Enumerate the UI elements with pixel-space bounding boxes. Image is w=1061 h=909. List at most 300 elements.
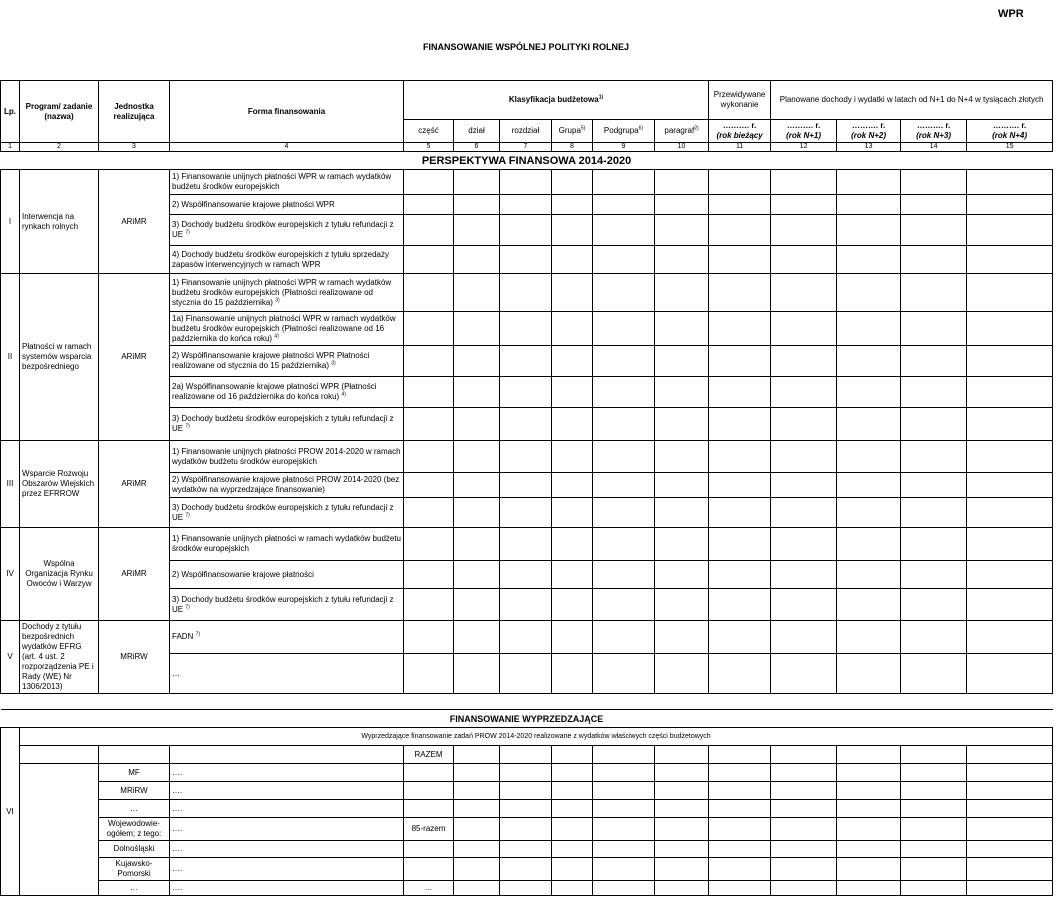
value-cell[interactable]: [709, 654, 771, 694]
row-financing-form: [170, 346, 404, 377]
value-cell[interactable]: [771, 441, 837, 473]
value-cell[interactable]: [593, 195, 655, 215]
value-cell[interactable]: [454, 312, 500, 346]
value-cell[interactable]: [655, 215, 709, 246]
value-cell[interactable]: [593, 346, 655, 377]
value-cell[interactable]: [901, 246, 967, 274]
value-cell[interactable]: [655, 441, 709, 473]
value-cell[interactable]: [837, 800, 901, 818]
value-cell[interactable]: [552, 528, 593, 561]
value-cell[interactable]: [967, 377, 1053, 408]
value-cell[interactable]: [771, 818, 837, 841]
value-cell[interactable]: [454, 881, 500, 896]
value-cell[interactable]: [593, 215, 655, 246]
value-cell[interactable]: [771, 473, 837, 498]
value-cell[interactable]: [552, 195, 593, 215]
value-cell[interactable]: [655, 782, 709, 800]
value-cell[interactable]: [552, 312, 593, 346]
value-cell[interactable]: [500, 215, 552, 246]
value-cell[interactable]: [552, 782, 593, 800]
value-cell[interactable]: [593, 528, 655, 561]
value-cell[interactable]: [709, 441, 771, 473]
value-cell[interactable]: [967, 195, 1053, 215]
value-cell[interactable]: [837, 858, 901, 881]
value-cell[interactable]: [593, 377, 655, 408]
value-cell[interactable]: [967, 408, 1053, 441]
value-cell[interactable]: [655, 246, 709, 274]
row-financing-form: [170, 170, 404, 195]
value-cell[interactable]: [552, 561, 593, 589]
value-cell[interactable]: [901, 377, 967, 408]
value-cell[interactable]: [709, 215, 771, 246]
row-unit: MRiRW: [99, 621, 170, 694]
value-cell[interactable]: [404, 215, 454, 246]
value-cell[interactable]: [500, 800, 552, 818]
value-cell[interactable]: [593, 800, 655, 818]
value-cell[interactable]: [771, 841, 837, 858]
value-cell[interactable]: [967, 654, 1053, 694]
value-cell[interactable]: [709, 408, 771, 441]
value-cell[interactable]: [837, 377, 901, 408]
value-cell[interactable]: [771, 746, 837, 764]
prefinancing-unit: Kujawsko- Pomorski: [99, 858, 170, 881]
value-cell[interactable]: [454, 346, 500, 377]
grupa-label: Grupa: [558, 126, 581, 135]
value-cell[interactable]: [771, 377, 837, 408]
value-cell[interactable]: [500, 195, 552, 215]
value-cell[interactable]: [901, 441, 967, 473]
value-cell[interactable]: [837, 528, 901, 561]
value-cell[interactable]: [709, 170, 771, 195]
value-cell[interactable]: [655, 746, 709, 764]
value-cell[interactable]: [454, 170, 500, 195]
value-cell[interactable]: [967, 528, 1053, 561]
value-cell[interactable]: [837, 841, 901, 858]
value-cell[interactable]: [901, 782, 967, 800]
value-cell[interactable]: [901, 764, 967, 782]
value-cell[interactable]: [500, 621, 552, 654]
row-unit: ARiMR: [99, 441, 170, 528]
value-cell[interactable]: [454, 408, 500, 441]
value-cell[interactable]: [967, 621, 1053, 654]
prefinancing-row: [1, 858, 1053, 881]
value-cell[interactable]: [404, 408, 454, 441]
value-cell[interactable]: [454, 441, 500, 473]
value-cell[interactable]: [901, 195, 967, 215]
value-cell[interactable]: [837, 408, 901, 441]
value-cell[interactable]: [967, 858, 1053, 881]
value-cell[interactable]: [837, 881, 901, 896]
value-cell[interactable]: [709, 195, 771, 215]
value-cell[interactable]: [593, 170, 655, 195]
column-numbers-row: [1, 143, 1053, 152]
row-lp: IV: [1, 528, 20, 621]
value-cell[interactable]: [552, 498, 593, 528]
value-cell[interactable]: [454, 589, 500, 621]
value-cell[interactable]: [901, 818, 967, 841]
value-cell[interactable]: [837, 215, 901, 246]
value-cell[interactable]: [709, 746, 771, 764]
value-cell[interactable]: [655, 561, 709, 589]
value-cell[interactable]: [500, 561, 552, 589]
value-cell[interactable]: [404, 621, 454, 654]
value-cell[interactable]: [404, 377, 454, 408]
prefinancing-row: [1, 881, 1053, 896]
value-cell[interactable]: [593, 881, 655, 896]
value-cell[interactable]: [500, 408, 552, 441]
row-financing-form: [170, 408, 404, 441]
value-cell[interactable]: [593, 274, 655, 312]
value-cell[interactable]: [967, 246, 1053, 274]
value-cell[interactable]: [454, 528, 500, 561]
value-cell[interactable]: [771, 528, 837, 561]
value-cell[interactable]: [901, 621, 967, 654]
financing-form-text: 3) Dochody budżetu środków europejskich z tytułu refundacji z UE: [172, 594, 394, 614]
value-cell[interactable]: [655, 274, 709, 312]
value-cell[interactable]: [454, 246, 500, 274]
value-cell[interactable]: [454, 215, 500, 246]
value-cell[interactable]: [967, 589, 1053, 621]
value-cell[interactable]: [655, 764, 709, 782]
value-cell[interactable]: [404, 654, 454, 694]
value-cell[interactable]: [709, 800, 771, 818]
value-cell[interactable]: [901, 746, 967, 764]
value-cell[interactable]: [709, 312, 771, 346]
value-cell[interactable]: [655, 195, 709, 215]
value-cell[interactable]: [655, 621, 709, 654]
value-cell[interactable]: [837, 473, 901, 498]
value-cell[interactable]: [404, 589, 454, 621]
value-cell[interactable]: [552, 621, 593, 654]
value-cell[interactable]: [593, 858, 655, 881]
value-cell[interactable]: [655, 528, 709, 561]
value-cell[interactable]: [967, 441, 1053, 473]
value-cell[interactable]: [593, 441, 655, 473]
value-cell[interactable]: [655, 841, 709, 858]
value-cell[interactable]: [404, 498, 454, 528]
value-cell[interactable]: [454, 274, 500, 312]
value-cell[interactable]: [552, 841, 593, 858]
value-cell[interactable]: [552, 346, 593, 377]
value-cell[interactable]: [967, 312, 1053, 346]
value-cell[interactable]: [771, 800, 837, 818]
col-forecast-header: Przewidywane wykonanie: [709, 81, 771, 120]
value-cell[interactable]: [500, 764, 552, 782]
value-cell[interactable]: [709, 782, 771, 800]
value-cell[interactable]: [771, 654, 837, 694]
value-cell[interactable]: [901, 561, 967, 589]
empty-cell: [20, 764, 99, 896]
value-cell[interactable]: [655, 498, 709, 528]
value-cell[interactable]: [404, 346, 454, 377]
value-cell[interactable]: [552, 818, 593, 841]
value-cell[interactable]: [454, 561, 500, 589]
value-cell[interactable]: [901, 589, 967, 621]
value-cell[interactable]: [500, 473, 552, 498]
value-cell[interactable]: [454, 818, 500, 841]
value-cell[interactable]: [901, 528, 967, 561]
value-cell[interactable]: [771, 312, 837, 346]
value-cell[interactable]: [454, 498, 500, 528]
value-cell[interactable]: [837, 498, 901, 528]
value-cell[interactable]: [837, 312, 901, 346]
value-cell[interactable]: [552, 408, 593, 441]
value-cell[interactable]: [967, 215, 1053, 246]
value-cell[interactable]: [709, 589, 771, 621]
value-cell[interactable]: [593, 841, 655, 858]
value-cell[interactable]: [593, 818, 655, 841]
value-cell[interactable]: [901, 346, 967, 377]
value-cell[interactable]: [454, 800, 500, 818]
value-cell[interactable]: [404, 528, 454, 561]
value-cell[interactable]: [454, 377, 500, 408]
value-cell[interactable]: [837, 195, 901, 215]
financing-form-text: 3) Dochody budżetu środków europejskich z tytułu refundacji z UE: [172, 414, 394, 433]
value-cell[interactable]: [771, 621, 837, 654]
value-cell[interactable]: [901, 215, 967, 246]
value-cell[interactable]: [771, 215, 837, 246]
value-cell[interactable]: [771, 346, 837, 377]
value-cell[interactable]: [709, 858, 771, 881]
value-cell[interactable]: [593, 408, 655, 441]
value-cell[interactable]: [967, 346, 1053, 377]
value-cell[interactable]: [454, 654, 500, 694]
value-cell[interactable]: [837, 782, 901, 800]
value-cell[interactable]: [901, 858, 967, 881]
value-cell[interactable]: [771, 764, 837, 782]
value-cell[interactable]: [837, 654, 901, 694]
value-cell[interactable]: [771, 274, 837, 312]
value-cell[interactable]: [709, 498, 771, 528]
value-cell[interactable]: [837, 818, 901, 841]
prefinancing-form: ….: [170, 764, 404, 782]
value-cell[interactable]: [901, 654, 967, 694]
value-cell[interactable]: [552, 170, 593, 195]
value-cell[interactable]: [771, 408, 837, 441]
value-cell[interactable]: [404, 561, 454, 589]
value-cell[interactable]: [500, 881, 552, 896]
col-dzial-header: dział: [454, 120, 500, 143]
value-cell[interactable]: [500, 498, 552, 528]
value-cell[interactable]: [500, 841, 552, 858]
value-cell[interactable]: [404, 195, 454, 215]
prefinancing-col5: [404, 858, 454, 881]
value-cell[interactable]: [901, 473, 967, 498]
value-cell[interactable]: [404, 473, 454, 498]
value-cell[interactable]: [404, 170, 454, 195]
value-cell[interactable]: [837, 246, 901, 274]
value-cell[interactable]: [709, 621, 771, 654]
value-cell[interactable]: [655, 312, 709, 346]
value-cell[interactable]: [552, 473, 593, 498]
value-cell[interactable]: [593, 621, 655, 654]
value-cell[interactable]: [837, 561, 901, 589]
prefinancing-subtitle: Wyprzedzające finansowanie zadań PROW 2014-2020 realizowane z wydatków właściwych części budżetowych: [20, 728, 1053, 746]
value-cell[interactable]: [500, 377, 552, 408]
value-cell[interactable]: [837, 441, 901, 473]
value-cell[interactable]: [593, 246, 655, 274]
value-cell[interactable]: [593, 589, 655, 621]
value-cell[interactable]: [655, 858, 709, 881]
value-cell[interactable]: [837, 746, 901, 764]
value-cell[interactable]: [454, 621, 500, 654]
value-cell[interactable]: [500, 170, 552, 195]
value-cell[interactable]: [500, 274, 552, 312]
value-cell[interactable]: [593, 473, 655, 498]
value-cell[interactable]: [500, 246, 552, 274]
value-cell[interactable]: [655, 346, 709, 377]
value-cell[interactable]: [552, 881, 593, 896]
column-number: 1: [1, 143, 20, 152]
value-cell[interactable]: [967, 800, 1053, 818]
value-cell[interactable]: [967, 746, 1053, 764]
value-cell[interactable]: [709, 346, 771, 377]
value-cell[interactable]: [404, 441, 454, 473]
value-cell[interactable]: [593, 561, 655, 589]
value-cell[interactable]: [552, 654, 593, 694]
prefinancing-unit: …: [99, 800, 170, 818]
value-cell[interactable]: [655, 473, 709, 498]
value-cell[interactable]: [771, 195, 837, 215]
value-cell[interactable]: [552, 764, 593, 782]
value-cell[interactable]: [655, 818, 709, 841]
value-cell[interactable]: [709, 881, 771, 896]
value-cell[interactable]: [500, 818, 552, 841]
value-cell[interactable]: [593, 782, 655, 800]
value-cell[interactable]: [771, 498, 837, 528]
value-cell[interactable]: [967, 764, 1053, 782]
column-number: 5: [404, 143, 454, 152]
value-cell[interactable]: [771, 881, 837, 896]
value-cell[interactable]: [901, 170, 967, 195]
value-cell[interactable]: [901, 800, 967, 818]
value-cell[interactable]: [837, 274, 901, 312]
table-row: [1, 441, 1053, 473]
value-cell[interactable]: [709, 764, 771, 782]
value-cell[interactable]: [593, 764, 655, 782]
value-cell[interactable]: [771, 170, 837, 195]
value-cell[interactable]: [552, 274, 593, 312]
value-cell[interactable]: [901, 312, 967, 346]
value-cell[interactable]: [500, 528, 552, 561]
row-unit: ARiMR: [99, 528, 170, 621]
value-cell[interactable]: [655, 800, 709, 818]
value-cell[interactable]: [967, 782, 1053, 800]
value-cell[interactable]: [967, 473, 1053, 498]
value-cell[interactable]: [655, 170, 709, 195]
col-year-header: [837, 120, 901, 143]
value-cell[interactable]: [500, 782, 552, 800]
value-cell[interactable]: [709, 818, 771, 841]
value-cell[interactable]: [500, 746, 552, 764]
value-cell[interactable]: [709, 377, 771, 408]
value-cell[interactable]: [655, 654, 709, 694]
value-cell[interactable]: [552, 858, 593, 881]
value-cell[interactable]: [901, 881, 967, 896]
row-financing-form: [170, 195, 404, 215]
value-cell[interactable]: [454, 782, 500, 800]
value-cell[interactable]: [552, 215, 593, 246]
prefinancing-form: ….: [170, 782, 404, 800]
value-cell[interactable]: [709, 246, 771, 274]
row-financing-form: [170, 312, 404, 346]
value-cell[interactable]: [454, 195, 500, 215]
value-cell[interactable]: [593, 746, 655, 764]
value-cell[interactable]: [771, 246, 837, 274]
value-cell[interactable]: [500, 654, 552, 694]
value-cell[interactable]: [404, 246, 454, 274]
column-number: 10: [655, 143, 709, 152]
value-cell[interactable]: [709, 528, 771, 561]
value-cell[interactable]: [771, 561, 837, 589]
value-cell[interactable]: [967, 841, 1053, 858]
value-cell[interactable]: [500, 589, 552, 621]
value-cell[interactable]: [967, 170, 1053, 195]
value-cell[interactable]: [454, 746, 500, 764]
value-cell[interactable]: [655, 377, 709, 408]
value-cell[interactable]: [837, 346, 901, 377]
value-cell[interactable]: [967, 561, 1053, 589]
value-cell[interactable]: [709, 473, 771, 498]
value-cell[interactable]: [709, 841, 771, 858]
value-cell[interactable]: [500, 346, 552, 377]
value-cell[interactable]: [454, 473, 500, 498]
year-dots: ………. r.: [916, 121, 951, 130]
value-cell[interactable]: [500, 858, 552, 881]
empty-cell: [20, 746, 99, 764]
value-cell[interactable]: [709, 274, 771, 312]
value-cell[interactable]: [552, 746, 593, 764]
prefinancing-row: [1, 841, 1053, 858]
value-cell[interactable]: [454, 858, 500, 881]
value-cell[interactable]: [454, 841, 500, 858]
value-cell[interactable]: [552, 800, 593, 818]
footnote-ref: 7): [185, 423, 190, 430]
value-cell[interactable]: [552, 441, 593, 473]
value-cell[interactable]: [655, 589, 709, 621]
value-cell[interactable]: [967, 274, 1053, 312]
value-cell[interactable]: [709, 561, 771, 589]
value-cell[interactable]: [593, 498, 655, 528]
value-cell[interactable]: [967, 818, 1053, 841]
value-cell[interactable]: [967, 498, 1053, 528]
value-cell[interactable]: [967, 881, 1053, 896]
value-cell[interactable]: [837, 621, 901, 654]
value-cell[interactable]: [901, 408, 967, 441]
value-cell[interactable]: [500, 312, 552, 346]
value-cell[interactable]: [901, 841, 967, 858]
value-cell[interactable]: [837, 764, 901, 782]
value-cell[interactable]: [901, 498, 967, 528]
value-cell[interactable]: [593, 312, 655, 346]
value-cell[interactable]: [771, 782, 837, 800]
value-cell[interactable]: [901, 274, 967, 312]
value-cell[interactable]: [593, 654, 655, 694]
value-cell[interactable]: [655, 881, 709, 896]
value-cell[interactable]: [552, 589, 593, 621]
value-cell[interactable]: [771, 858, 837, 881]
value-cell[interactable]: [500, 441, 552, 473]
value-cell[interactable]: [454, 764, 500, 782]
value-cell[interactable]: [837, 170, 901, 195]
value-cell[interactable]: [655, 408, 709, 441]
value-cell[interactable]: [837, 589, 901, 621]
value-cell[interactable]: [552, 246, 593, 274]
value-cell[interactable]: [771, 589, 837, 621]
value-cell[interactable]: [552, 377, 593, 408]
value-cell[interactable]: [404, 312, 454, 346]
value-cell[interactable]: [404, 274, 454, 312]
